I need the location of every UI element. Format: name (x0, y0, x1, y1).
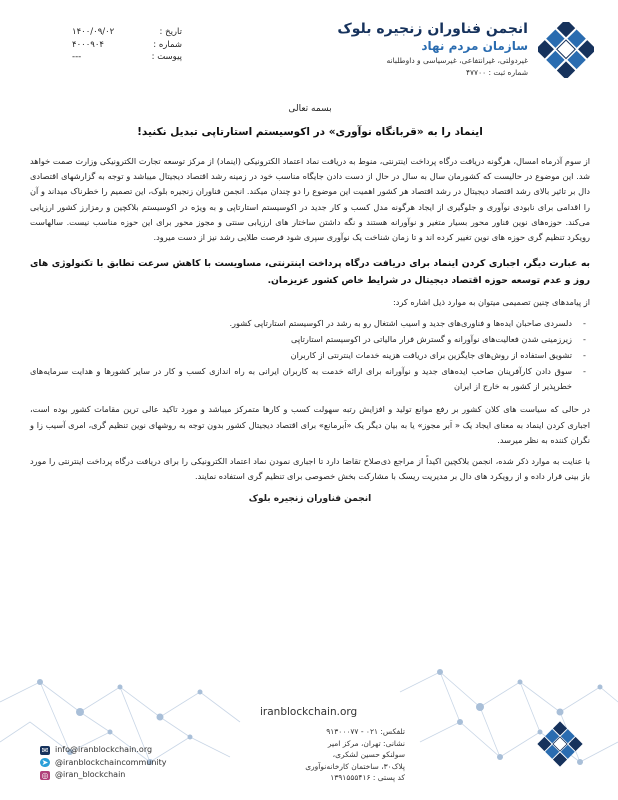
address-line: نشانی: تهران، مرکز امیر (327, 738, 405, 748)
signature: انجمن فناوران زنجیره بلوک (248, 494, 372, 505)
letter-body (30, 104, 590, 504)
email-link[interactable]: info@iranblockchain.org (55, 745, 153, 754)
number-label: شماره : (153, 39, 182, 50)
contact-list (40, 744, 167, 782)
registration-number: شماره ثبت : ۴۷۷۰۰ (465, 68, 528, 77)
attachment-value: --- (72, 52, 82, 62)
list-item-text: تشویق استفاده از روش‌های جایگزین برای دریافت هزینه خدمات اینترنتی از کاربران (290, 350, 572, 361)
date-row (72, 26, 182, 39)
list-item (30, 364, 586, 394)
attachment-row (72, 51, 182, 64)
list-item-text: زیرزمینی شدن فعالیت‌های نوآورانه و گسترش فرار مالیاتی در اکوسیستم استارتاپی (291, 334, 572, 345)
address-line: پلاک۳۰، ساختمان کارخانه‌نوآوری (305, 761, 405, 771)
number-row (72, 39, 182, 52)
email-icon: ✉ (41, 745, 49, 755)
bullet-dash-icon: - (583, 366, 586, 377)
consequences-intro: از پیامدهای چنین تصمیمی میتوان به موارد ذیل اشاره کرد: (393, 297, 590, 308)
website-link[interactable]: iranblockchain.org (260, 706, 358, 718)
attachment-label: پیوست : (151, 52, 182, 62)
list-item (30, 332, 586, 347)
paragraph-bold: به عبارت دیگر، اجباری کردن اینماد برای دریافت درگاه پرداخت اینترنتی، مساویست با کاهش سرعت تطابق با تکنولوژی های روز و عدم توسعه حوزه اقتصاد دیجیتال در شرایط خاص کشور عزیزمان. (30, 258, 590, 287)
list-item-text: سوق دادن کارآفرینان صاحب ایده‌های جدید و نوآورانه برای ارائه خدمت به کاربران ایرانی به راه اندازی کسب و کار در سایر کشورها و هدایت سرمایه‌های خطرپذیر از کشور به خارج از ایران (30, 366, 572, 392)
org-description: غیردولتی، غیرانتفاعی، غیرسیاسی و داوطلبانه (386, 56, 528, 65)
instagram-icon: ◎ (41, 770, 49, 780)
address-block (255, 726, 405, 784)
org-info (308, 20, 528, 78)
letter-meta (72, 26, 182, 64)
paragraph-intro: از سوم آذرماه امسال، هرگونه دریافت درگاه پرداخت اینترنتی، منوط به دریافت نماد اعتماد الکترونیکی (اینماد) از مرکز توسعه تجارت الکترونیکی وزارت صمت خواهد شد. این موضوع در حالیست که کشورمان سال به سال در حال از دست دادن جایگاه مناسب خود در زمینه رشد اقتصاد دیجیتال میباشد و توجه به گزارشهای اقتصادی دال بر تاثیر بالای رشد اقتصاد دیجیتال در رشد اقتصاد هر کشور اهمیت این موضوع را دو چندان میکند. انجمن فناوران زنجیره بلوک، این تصمیم را خطرناک میداند و آن را اقدامی برای نابودی نوآوری و جلوگیری از ایجاد هرگونه مدل کسب و کار جدید در اکوسیستم استارتاپی و به ویژه در اکوسیستم بلاکچین و رمزارز کشور ارزیابی می‌کند. حوزه‌های نوین فناور محور بسیار متغیر و نوآورانه هستند و نگه داشتن ساختار های ارزیابی سنتی و مجوز محور برای این حوزه مناسب نیست. سالهاست رویکرد تنظیم گری حوزه های نوین تغییر کرده اند و تا زمان شناخت یک نوآوری سپری شود فرصت طلایی رشد نیز از دست میرود. (30, 156, 590, 243)
list-item-text: دلسردی صاحبان ایده‌ها و فناوری‌های جدید و اسیب اشتغال رو به رشد در اکوسیستم استارتاپی کشور. (229, 318, 572, 329)
list-item (30, 316, 586, 331)
number-value: ۴۰۰۰۹۰۴ (72, 39, 104, 50)
phone-text: تلفکس: ۰۲۱ - ۹۱۳۰۰۰۷۷ (326, 727, 405, 736)
bismillah: بسمه تعالی (288, 104, 332, 114)
instagram-link[interactable]: @iran_blockchain (55, 770, 126, 779)
telegram-icon: ➤ (41, 758, 49, 768)
email-row (40, 744, 167, 757)
paragraph-request: با عنایت به موارد ذکر شده، انجمن بلاکچین اکیداً از مراجع ذی‌صلاح تقاضا دارد تا اجباری نمودن نماد اعتماد الکترونیکی را برای دریافت درگاه پرداخت اینترنتی را مورد باز بینی قرار داده و از رویکرد های دال بر مدیریت ریسک با مشارکت بخش خصوصی برای تنظیم گری استفاده نمایند. (30, 456, 590, 482)
address-line: سولنکو حسین لشکری، (332, 750, 405, 759)
letterhead (300, 14, 606, 86)
consequences-list (30, 316, 590, 394)
letter-headline: اینماد را به «قربانگاه نوآوری» در اکوسیستم استارتاپی تبدیل نکنید! (137, 126, 483, 138)
telegram-link[interactable]: @iranblockchaincommunity (55, 757, 167, 767)
blockchain-logo-icon (538, 22, 594, 78)
list-item (30, 348, 586, 363)
postal-code: کد پستی : ۱۳۹۱۵۵۵۴۱۶ (330, 773, 405, 782)
date-label: تاریخ : (159, 27, 182, 37)
paragraph-policy: در حالی که سیاست های کلان کشور بر رفع موانع تولید و افزایش رتبه سهولت کسب و کارها متمرکز میباشد و مورد تاکید عالی ترین مقامات کشور بوده است، اجباری کردن اینماد به معنای ایجاد یک « اَبر مجوز» یا به بیان دیگر یک «اَبرمانع» برای اقتصاد دیجیتال کشور بدون توجه به روشهای نوین تنظیم گری، امری آسیب زا و نگران کننده به نظر میرسد. (30, 404, 590, 445)
date-value: ۱۴۰۰/۰۹/۰۲ (72, 27, 115, 37)
org-subtitle: سازمان مردم نهاد (421, 39, 528, 53)
bullet-dash-icon: - (583, 334, 586, 345)
bullet-dash-icon: - (583, 318, 586, 329)
instagram-row (40, 769, 167, 782)
org-name: انجمن فناوران زنجیره بلوک (337, 21, 528, 37)
telegram-row (40, 757, 167, 770)
bullet-dash-icon: - (583, 350, 586, 361)
